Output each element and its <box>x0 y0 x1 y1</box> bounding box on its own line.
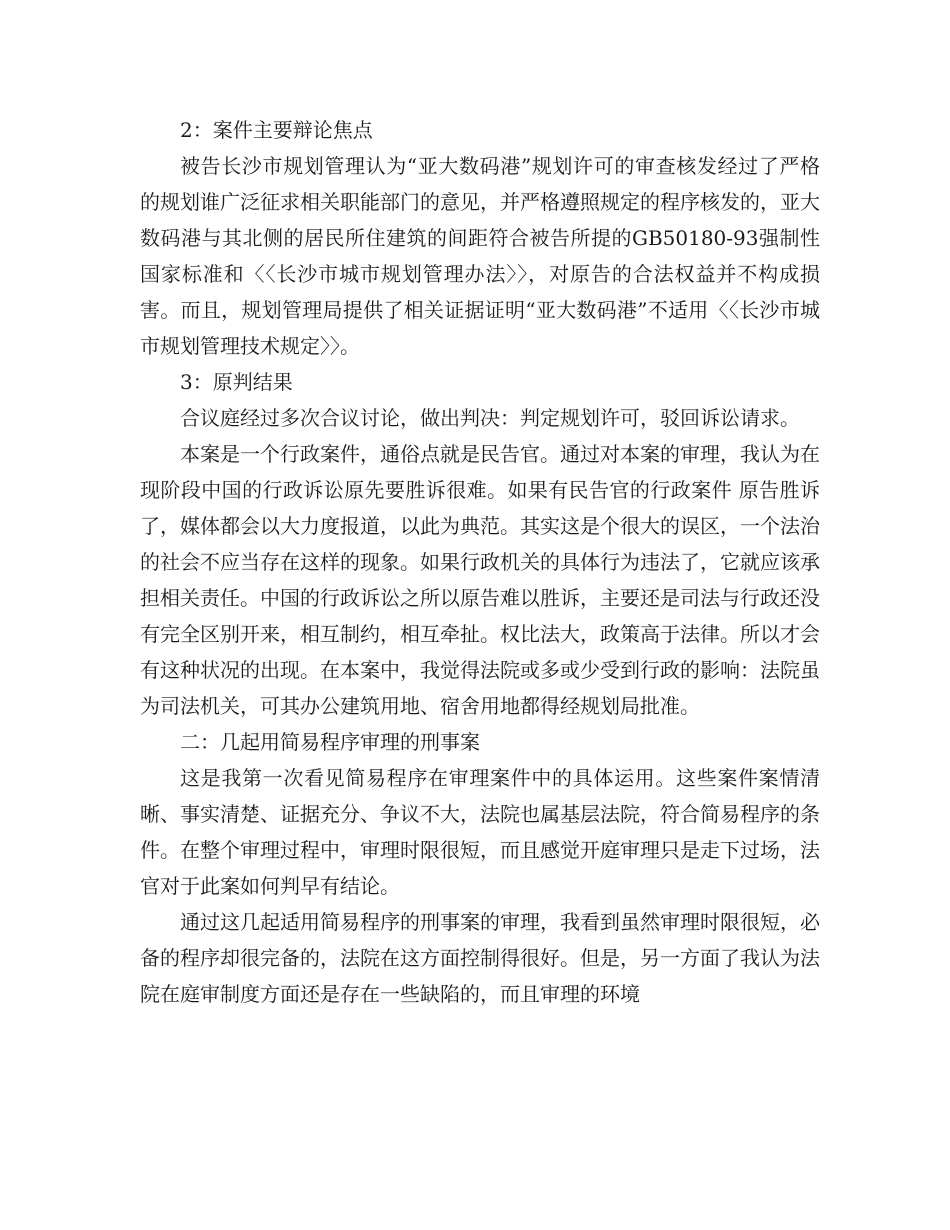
paragraph-defendant-argument: 被告长沙市规划管理认为“亚大数码港”规划许可的审查核发经过了严格的规划谁广泛征求相关职能部门的意见，并严格遵照规定的程序核发的，亚大数码港与其北侧的居民所住建筑的间距符合被告所提的GB50180-93强制性国家标准和〈〈长沙市城市规划管理办法〉〉，对原告的合法权益并不构成损害。而且，规划管理局提供了相关证据证明“亚大数码港”不适用〈〈长沙市城市规划管理技术规定〉〉。 <box>140 154 820 358</box>
section-heading-debate-focus: 2：案件主要辩论焦点 <box>180 118 373 142</box>
paragraph-commentary: 本案是一个行政案件，通俗点就是民告官。通过对本案的审理，我认为在现阶段中国的行政诉讼原先要胜诉很难。如果有民告官的行政案件 原告胜诉了，媒体都会以大力度报道，以此为典范。其实这是个很大的误区，一个法治的社会不应当存在这样的现象。如果行政机关的具体行为违法了，它就应该承担相关责任。中国的行政诉讼之所以原告难以胜诉，主要还是司法与行政还没有完全区别开来，相互制约，相互牵扯。权比法大，政策高于法律。所以才会有这种状况的出现。在本案中，我觉得法院或多或少受到行政的影响：法院虽为司法机关，可其办公建筑用地、宿舍用地都得经规划局批准。 <box>140 442 820 718</box>
paragraph-simplified-procedure: 这是我第一次看见简易程序在审理案件中的具体运用。这些案件案情清晰、事实清楚、证据充分、争议不大，法院也属基层法院，符合简易程序的条件。在整个审理过程中，审理时限很短，而且感觉开庭审理只是走下过场，法官对于此案如何判早有结论。 <box>140 766 820 898</box>
section-heading-simplified-procedure: 二：几起用简易程序审理的刑事案 <box>180 730 480 754</box>
document-body <box>140 112 820 1012</box>
section-heading-original-judgment: 3：原判结果 <box>180 370 293 394</box>
paragraph-judgment: 合议庭经过多次合议讨论，做出判决：判定规划许可，驳回诉讼请求。 <box>180 406 800 430</box>
paragraph-observations: 通过这几起适用简易程序的刑事案的审理，我看到虽然审理时限很短，必备的程序却很完备的，法院在这方面控制得很好。但是，另一方面了我认为法院在庭审制度方面还是存在一些缺陷的，而且审理的环境 <box>140 910 820 1006</box>
